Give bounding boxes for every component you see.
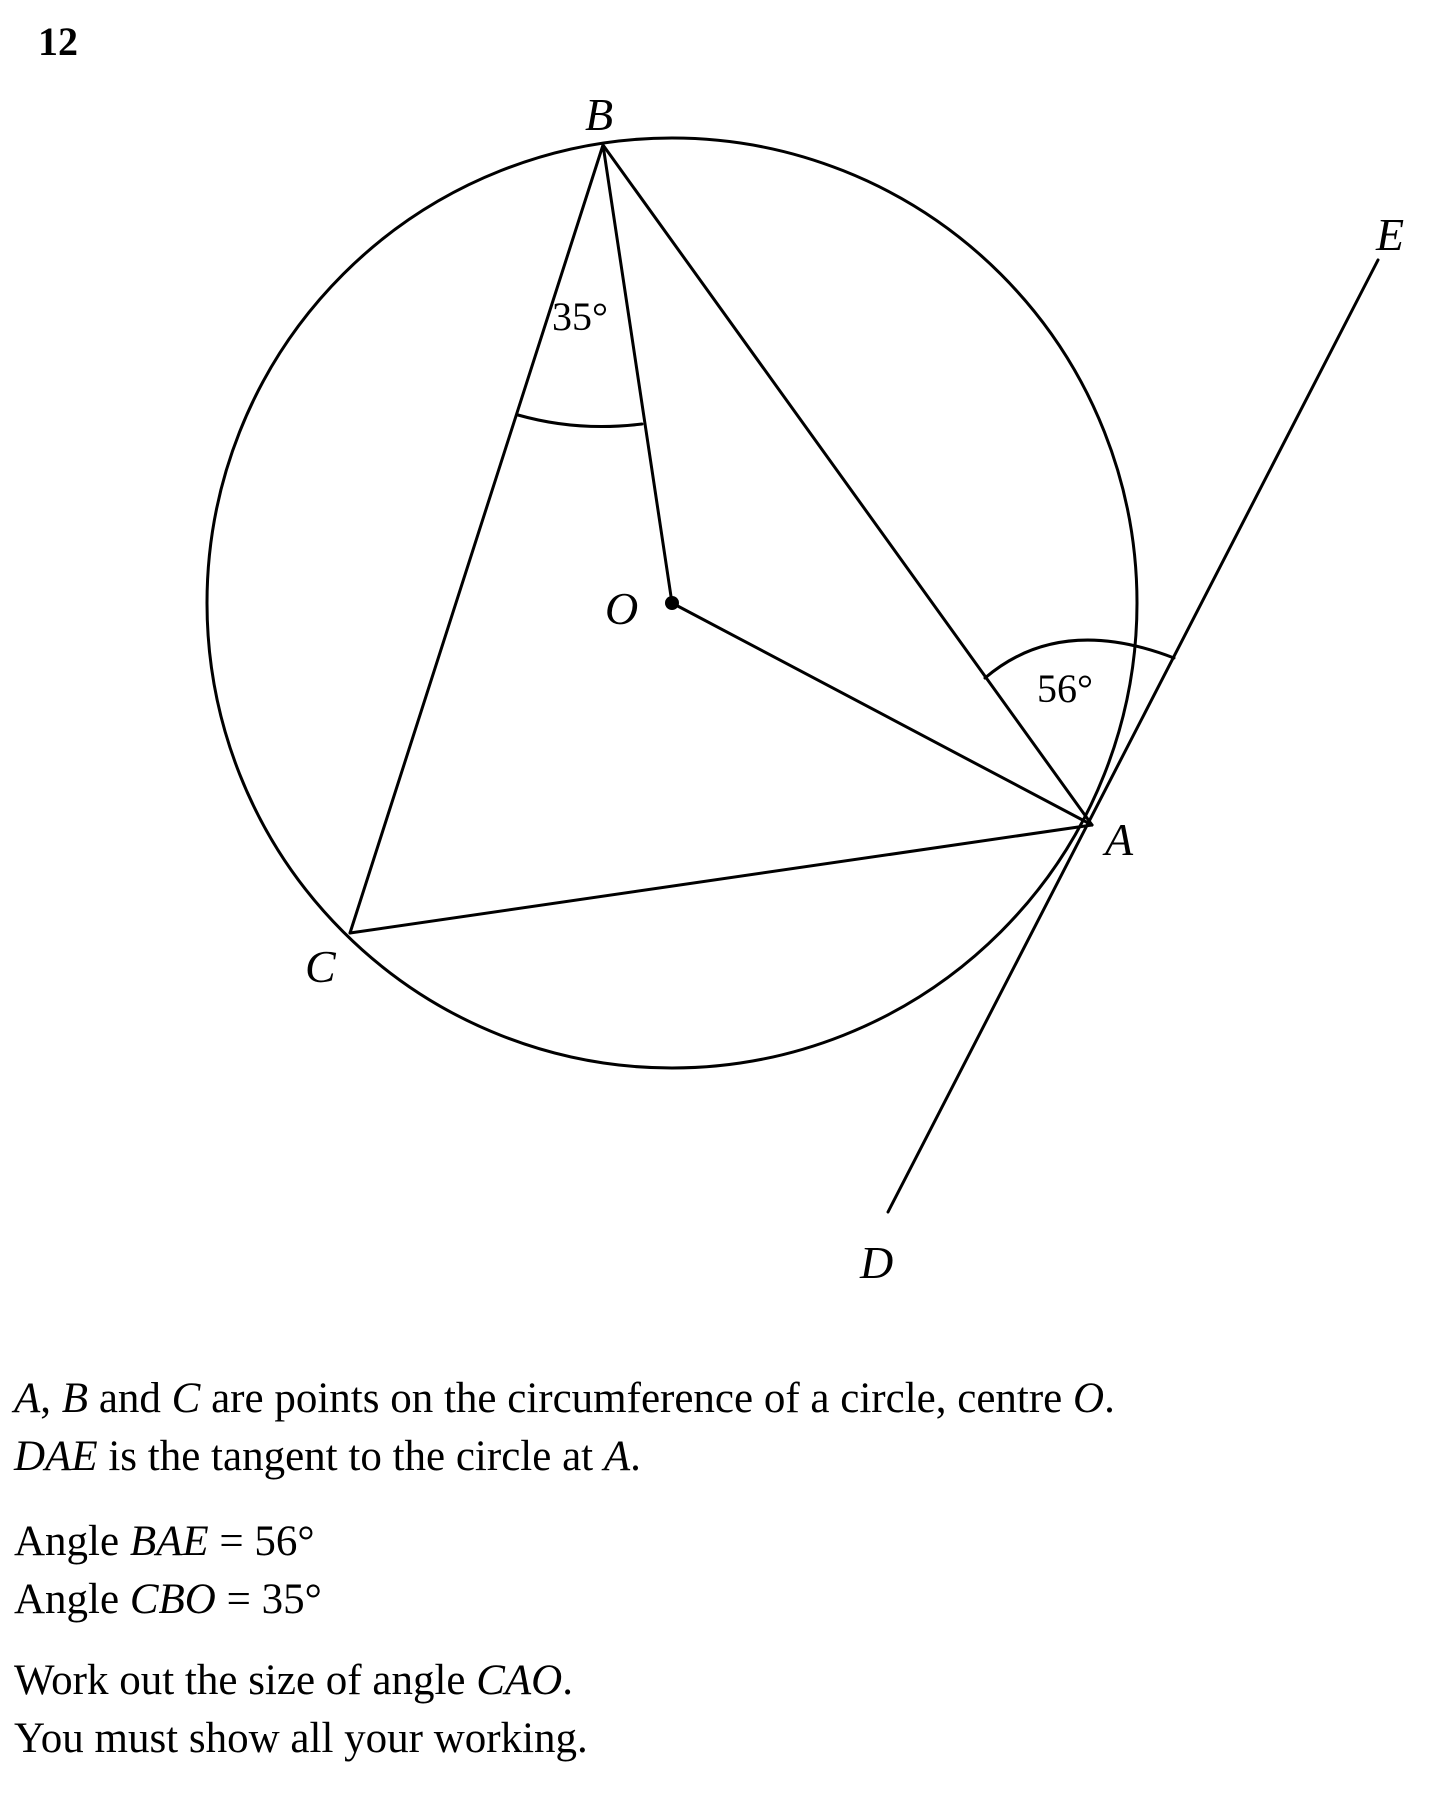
chord-ba xyxy=(603,145,1092,825)
math-variable: CBO xyxy=(129,1576,216,1623)
centre-point-o xyxy=(665,596,679,610)
task-instructions xyxy=(14,1652,588,1768)
math-variable: O xyxy=(1073,1375,1105,1422)
angle-label-a: 56° xyxy=(1037,666,1093,711)
label-e: E xyxy=(1376,209,1405,260)
text-segment: Angle xyxy=(14,1518,130,1565)
radius-oa xyxy=(672,603,1092,825)
math-variable: C xyxy=(171,1375,201,1422)
task-line xyxy=(14,1652,588,1710)
text-segment: = 56° xyxy=(208,1518,315,1565)
math-variable: CAO xyxy=(476,1657,563,1704)
math-variable: BAE xyxy=(129,1518,209,1565)
text-segment: . xyxy=(630,1433,641,1480)
question-number: 12 xyxy=(38,19,78,64)
given-line xyxy=(14,1513,322,1571)
math-variable: DAE xyxy=(14,1433,98,1480)
text-segment: and xyxy=(88,1375,172,1422)
statement-text xyxy=(14,1370,1115,1486)
tangent-line-dae xyxy=(888,260,1378,1212)
statement-line xyxy=(14,1370,1115,1428)
math-variable: B xyxy=(61,1375,89,1422)
label-b: B xyxy=(585,89,614,140)
text-segment: , xyxy=(40,1375,62,1422)
text-segment: are points on the circumference of a circle, centre xyxy=(200,1375,1074,1422)
text-segment: Work out the size of angle xyxy=(14,1657,477,1704)
angle-label-b: 35° xyxy=(552,294,608,339)
given-line xyxy=(14,1571,322,1629)
label-a: A xyxy=(1105,814,1134,865)
text-segment: is the tangent to the circle at xyxy=(97,1433,604,1480)
label-d: D xyxy=(860,1237,894,1288)
chord-ca xyxy=(350,825,1092,933)
text-segment: . xyxy=(562,1657,573,1704)
text-segment: . xyxy=(1104,1375,1115,1422)
label-c: C xyxy=(305,941,336,992)
math-variable: A xyxy=(14,1375,41,1422)
chord-bc xyxy=(350,145,603,933)
math-variable: A xyxy=(603,1433,631,1480)
text-segment: You must show all your working. xyxy=(14,1715,588,1762)
statement-line xyxy=(14,1428,1115,1486)
given-angles xyxy=(14,1513,322,1629)
task-line xyxy=(14,1710,588,1768)
text-segment: Angle xyxy=(14,1576,130,1623)
text-segment: = 35° xyxy=(215,1576,322,1623)
radius-ob xyxy=(603,145,672,603)
label-o: O xyxy=(605,583,639,634)
angle-arc-cbo xyxy=(518,415,642,427)
